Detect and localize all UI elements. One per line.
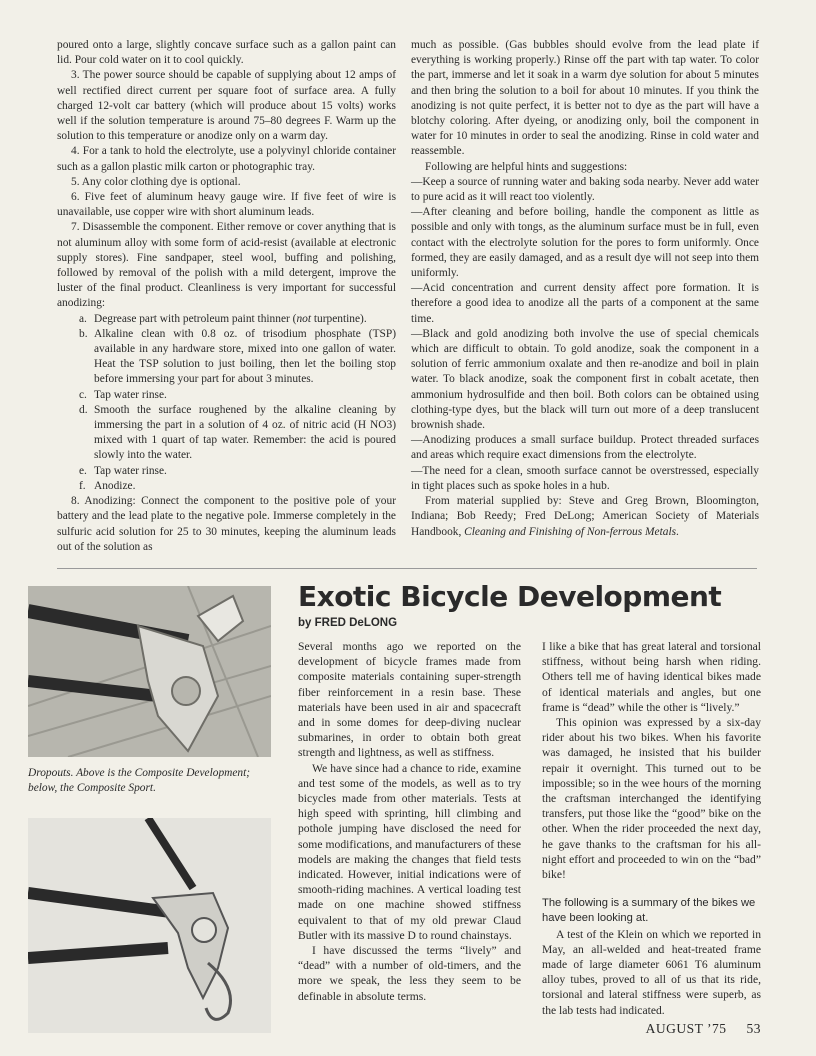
paragraph: A test of the Klein on which we reported in May, an all-welded and heat-treated frame made of large diameter 6061 T6 aluminum alloy tubes, proved to all of us that its ride, torsional and lateral stiffness were superb, as the lab tests had indicated.	[542, 927, 761, 1017]
hints-intro: Following are helpful hints and suggestions:	[425, 160, 628, 173]
dropout-photo-illustration	[28, 586, 271, 757]
dropout-photo-illustration	[28, 818, 271, 1033]
hint-item: —Black and gold anodizing both involve the use of special chemicals which are difficult to obtain. To gold anodize, soak the component in a solution of ferric ammonium oxalate and then re-anodize and boil in plain water. To black anodize, soak the component first in cobalt acetate, then ammonium hydrosulfide and then boil. Both colors can be obtained using clothing-type dyes, but the black will turn out more of a deep translucent brownish shade.	[411, 327, 759, 432]
list-item: f. Anodize.	[79, 479, 136, 492]
step-a-emphasis: not	[296, 312, 311, 325]
page-number: 53	[746, 1021, 761, 1036]
hint-item: —Anodizing produces a small surface buildup. Protect threaded surfaces and areas which require exact dimensions from the electrolyte.	[411, 434, 759, 462]
paragraph: 7. Disassemble the component. Either remove or cover anything that is not aluminum alloy with some form of acid-resist (available at electronic supply stores). Fine sandpaper, steel wool, buffing and polishing, followed by removal of the polish with a mild detergent, improve the luster of the final product. Cleanliness is very important for successful anodizing:	[57, 221, 396, 310]
paragraph: 4. For a tank to hold the electrolyte, use a polyvinyl chloride container such as a gallon plastic milk carton or photographic tray.	[57, 145, 396, 173]
list-item: a. Degrease part with petroleum paint thinner (not turpentine).	[79, 312, 367, 325]
paragraph: 3. The power source should be capable of supplying about 12 amps of well rectified direct current per square foot of surface area. A fully charged 12-volt car battery (which will produce about 15 volts) works well if the solution temperature is around 75–80 degrees F. Warm up the solution to this temperature or anodize only on a warm day.	[57, 69, 396, 143]
summary-subhead: The following is a summary of the bikes we have been looking at.	[542, 897, 756, 925]
section-divider	[57, 568, 757, 569]
photo-caption: Dropouts. Above is the Composite Development; below, the Composite Sport.	[28, 767, 251, 794]
article-byline: by FRED DeLONG	[298, 617, 398, 629]
paragraph: poured onto a large, slightly concave surface such as a gallon paint can lid. Pour cold water on it to cool quickly.	[57, 39, 396, 67]
article-column-middle	[298, 639, 521, 1004]
list-item: e. Tap water rinse.	[79, 464, 167, 477]
paragraph: 6. Five feet of aluminum heavy gauge wire. If five feet of wire is unavailable, use copper wire with short aluminum leads.	[57, 191, 396, 219]
credits-book-title: Cleaning and Finishing of Non-ferrous Metals	[464, 525, 677, 538]
cleaning-substeps-list	[57, 312, 396, 494]
paragraph: I have discussed the terms “lively” and “dead” with a number of old-timers, and the more we speak, the less they seem to be definable in absolute terms.	[298, 944, 521, 1003]
issue-date: AUGUST ’75	[645, 1021, 727, 1036]
paragraph: We have since had a chance to ride, examine and test some of the models, as well as to try bicycles made from other materials. Tests at high speed with sprinting, hill climbing and pothole jumping have disclosed the need for some modifications, and manufacturers of these models are making the changes that field tests indicated. However, initial indications were of smooth-riding machines. A vertical loading test made on one machine showed stiffness equivalent to that of my old prewar Claud Butler with its massive D to round chainstays.	[298, 761, 521, 942]
paragraph: 8. Anodizing: Connect the component to the positive pole of your battery and the lead plate to the negative pole. Immerse completely in the sulfuric acid solution for 25 to 30 minutes, keeping the aluminum leads out of the solution as	[57, 495, 396, 553]
anodizing-steps-column-left	[57, 38, 396, 555]
composite-development-dropout-photo	[28, 586, 271, 757]
composite-sport-dropout-photo	[28, 818, 271, 1033]
list-item: d. Smooth the surface roughened by the alkaline cleaning by immersing the part in a solution of 4 oz. of nitric acid (H NO3) mixed with 1 quart of tap water. Remember: the acid is poured slowly into the water.	[79, 403, 396, 462]
hint-item: —After cleaning and before boiling, handle the component as little as possible and only with tongs, as the aluminum surface must be in full, even contact with the electrolyte solution for the pores to form uniformly. Once formed, they are easily damaged, and as a result dye will not seep into them uniformly.	[411, 206, 759, 280]
article-title: Exotic Bicycle Development	[298, 580, 722, 613]
article-column-right	[542, 639, 761, 1018]
list-item: c. Tap water rinse.	[79, 388, 167, 401]
paragraph: I like a bike that has great lateral and torsional stiffness, without being harsh when riding. Others tell me of having identical bikes made of identical materials and angles, but one frame is “dead” while the other is “lively.”	[542, 640, 761, 714]
hint-item: —Keep a source of running water and baking soda nearby. Never add water to pure acid as it will react too violently.	[411, 175, 759, 204]
credits: From material supplied by: Steve and Greg Brown, Bloomington, Indiana; Bob Reedy; Fred DeLong; American Society of Materials Handbook, Cleaning and Finishing of Non-ferrous Metals.	[411, 495, 759, 538]
step-a-text-end: turpentine).	[311, 312, 367, 325]
hint-item: —The need for a clean, smooth surface cannot be overstressed, especially in tight places such as spoke holes in a hub.	[411, 464, 759, 492]
list-item: b. Alkaline clean with 0.8 oz. of trisodium phosphate (TSP) available in any hardware store, mixed into one gallon of water. Heat the TSP solution to just boiling, then let the boiling stop before immersing your part for about 3 minutes.	[79, 327, 396, 386]
hint-item: —Acid concentration and current density affect pore formation. It is therefore a good idea to anodize all the parts of a component at the same time.	[411, 282, 759, 325]
paragraph: Several months ago we reported on the development of bicycle frames made from composite materials containing super-strength fiber reinforcement in a resin base. These materials have been used in air and spacecraft and in some domes for deep-diving nuclear submarines, in order to obtain both great strength and lightness, as well as stiffness.	[298, 640, 521, 760]
paragraph: 5. Any color clothing dye is optional.	[71, 175, 241, 188]
paragraph: much as possible. (Gas bubbles should evolve from the lead plate if everything is working properly.) Rinse off the part with tap water. To color the part, immerse and let it soak in a warm dye solution for about 5 minutes and then bring the solution to a boil for about 10 minutes. If you think the anodizing is not quite perfect, it is better not to dye as the part will have a blotchy coloring. After dyeing, or anodizing only, boil the component in water for 10 minutes in order to seal the anodizing. Rinse in cold water and reassemble.	[411, 39, 759, 158]
anodizing-steps-column-right	[411, 38, 759, 540]
step-a-text: Degrease part with petroleum paint thinner (	[94, 312, 297, 325]
paragraph: This opinion was expressed by a six-day rider about his two bikes. When his favorite was damaged, he insisted that his builder repair it overnight. This turned out to be impossible; so in the wee hours of the morning the craftsman interchanged the identifying transfers, put those like the “good” bike on the other. When the rider proceeded the next day, he gave thanks to the craftsman for his all-night effort and proceeded to win on the “bad” bike!	[542, 716, 761, 882]
page-footer	[646, 1021, 761, 1037]
